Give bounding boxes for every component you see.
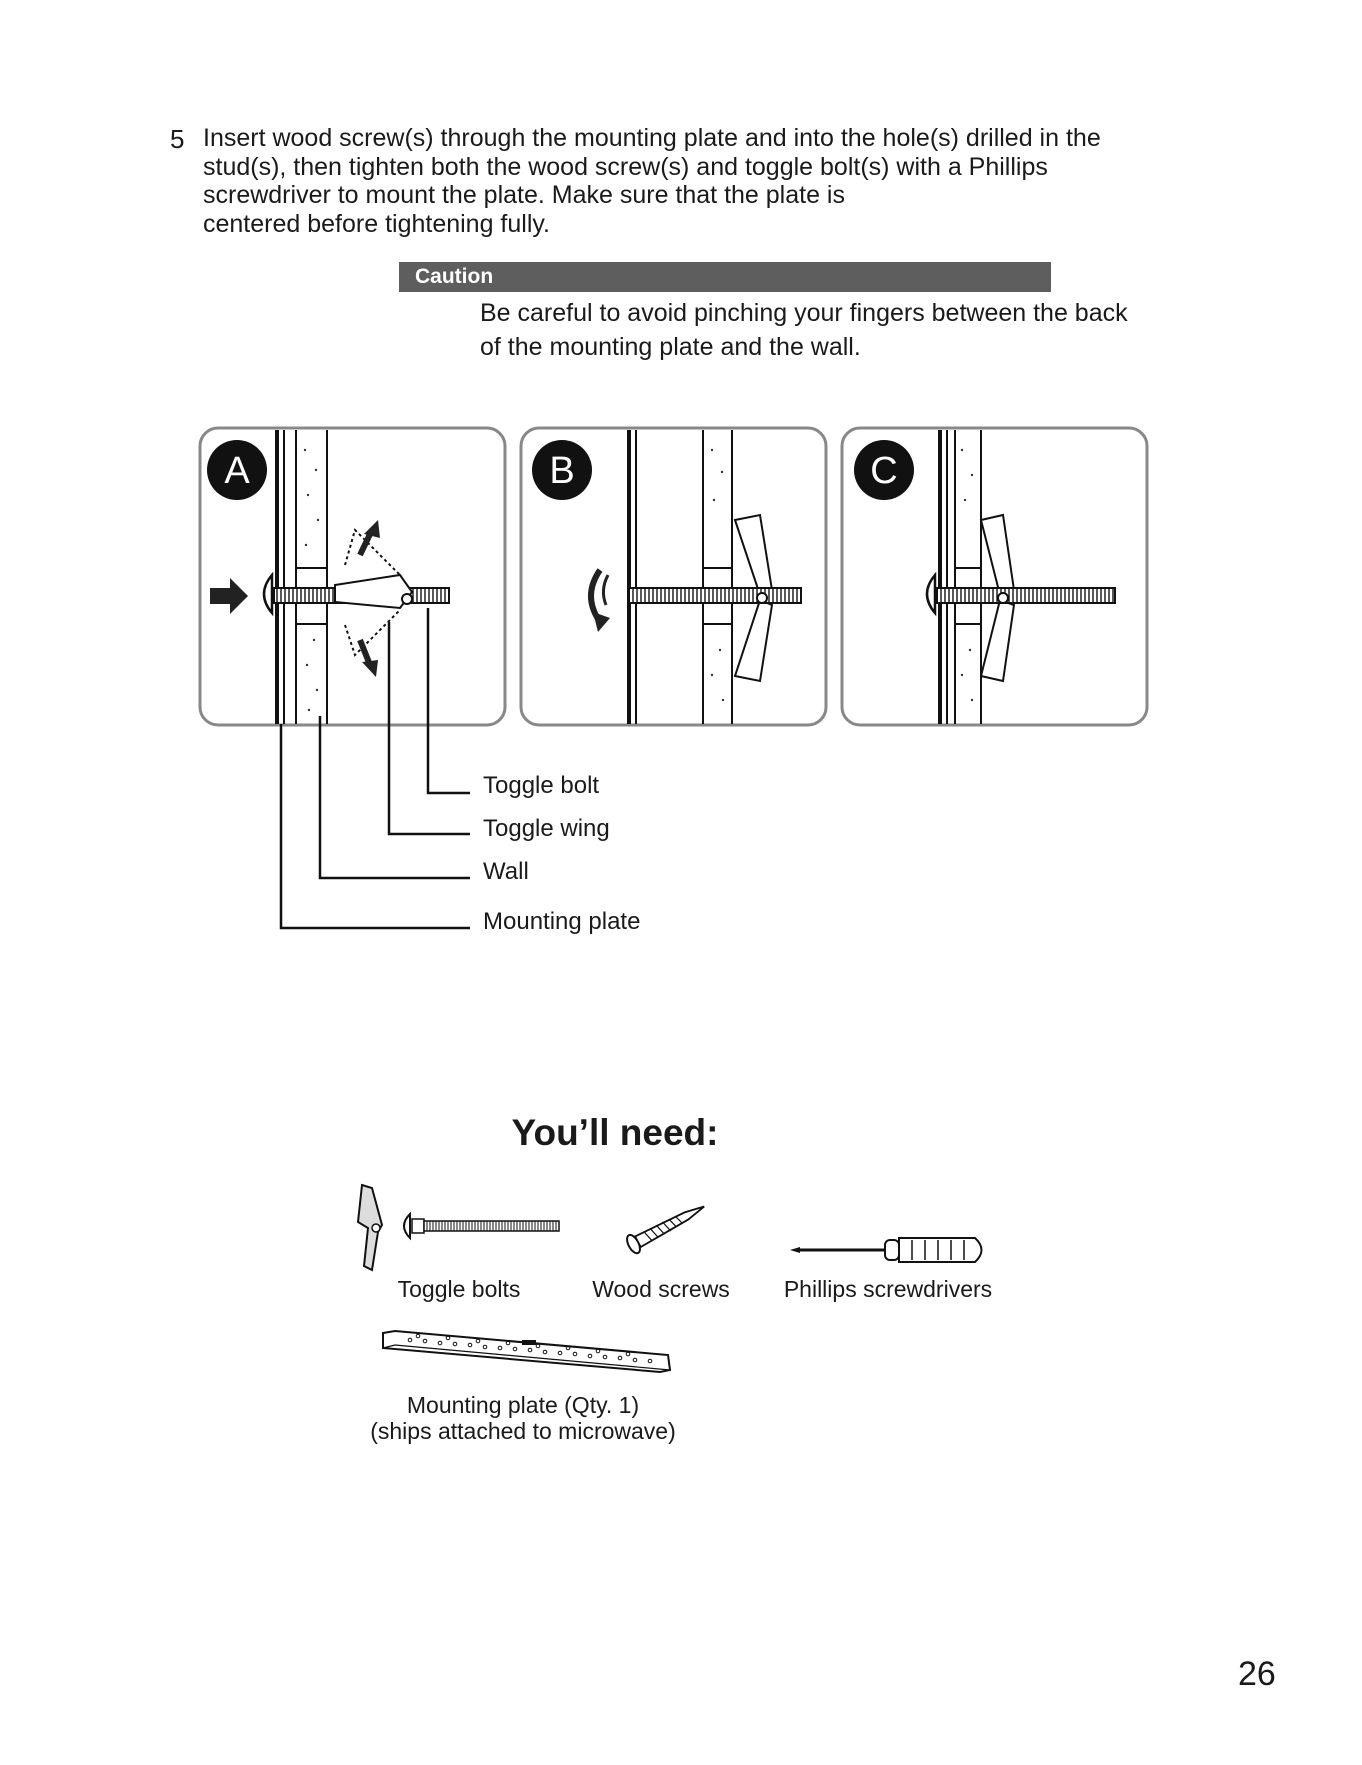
label-wood-screws: Wood screws [592, 1276, 730, 1302]
page-number: 26 [1238, 1655, 1276, 1693]
caution-line: Be careful to avoid pinching your fingers between the back [480, 299, 1128, 327]
label-phillips-screwdrivers: Phillips screwdrivers [783, 1276, 993, 1302]
step-line: centered before tightening fully. [203, 209, 550, 238]
callout-mounting-plate: Mounting plate [483, 908, 641, 935]
label-mounting-plate-note: (ships attached to microwave) [370, 1418, 676, 1444]
caution-header: Caution [399, 262, 1051, 292]
badge-c-letter: C [870, 450, 898, 492]
callout-wall: Wall [483, 858, 529, 885]
wood-screw-icon [624, 1198, 708, 1256]
callout-toggle-bolt: Toggle bolt [483, 772, 600, 799]
label-mounting-plate: Mounting plate (Qty. 1) [406, 1392, 640, 1418]
caution-line: of the mounting plate and the wall. [480, 333, 861, 361]
label-toggle-bolts: Toggle bolts [397, 1276, 521, 1302]
badge-a-letter: A [224, 450, 250, 492]
mounting-plate-icon [383, 1331, 670, 1372]
step-line: Insert wood screw(s) through the mounting plate and into the hole(s) drilled in the [203, 124, 1101, 152]
youll-need-title: You’ll need: [511, 1112, 719, 1153]
badge-b-letter: B [549, 450, 575, 492]
callout-toggle-wing: Toggle wing [483, 815, 610, 842]
step-line: screwdriver to mount the plate. Make sure that the plate is [203, 181, 845, 209]
step-line: stud(s), then tighten both the wood screw(s) and toggle bolt(s) with a Phillips [203, 152, 1048, 181]
phillips-screwdriver-icon [790, 1238, 982, 1262]
step-number: 5 [170, 124, 185, 154]
toggle-bolt-icon [358, 1185, 559, 1270]
